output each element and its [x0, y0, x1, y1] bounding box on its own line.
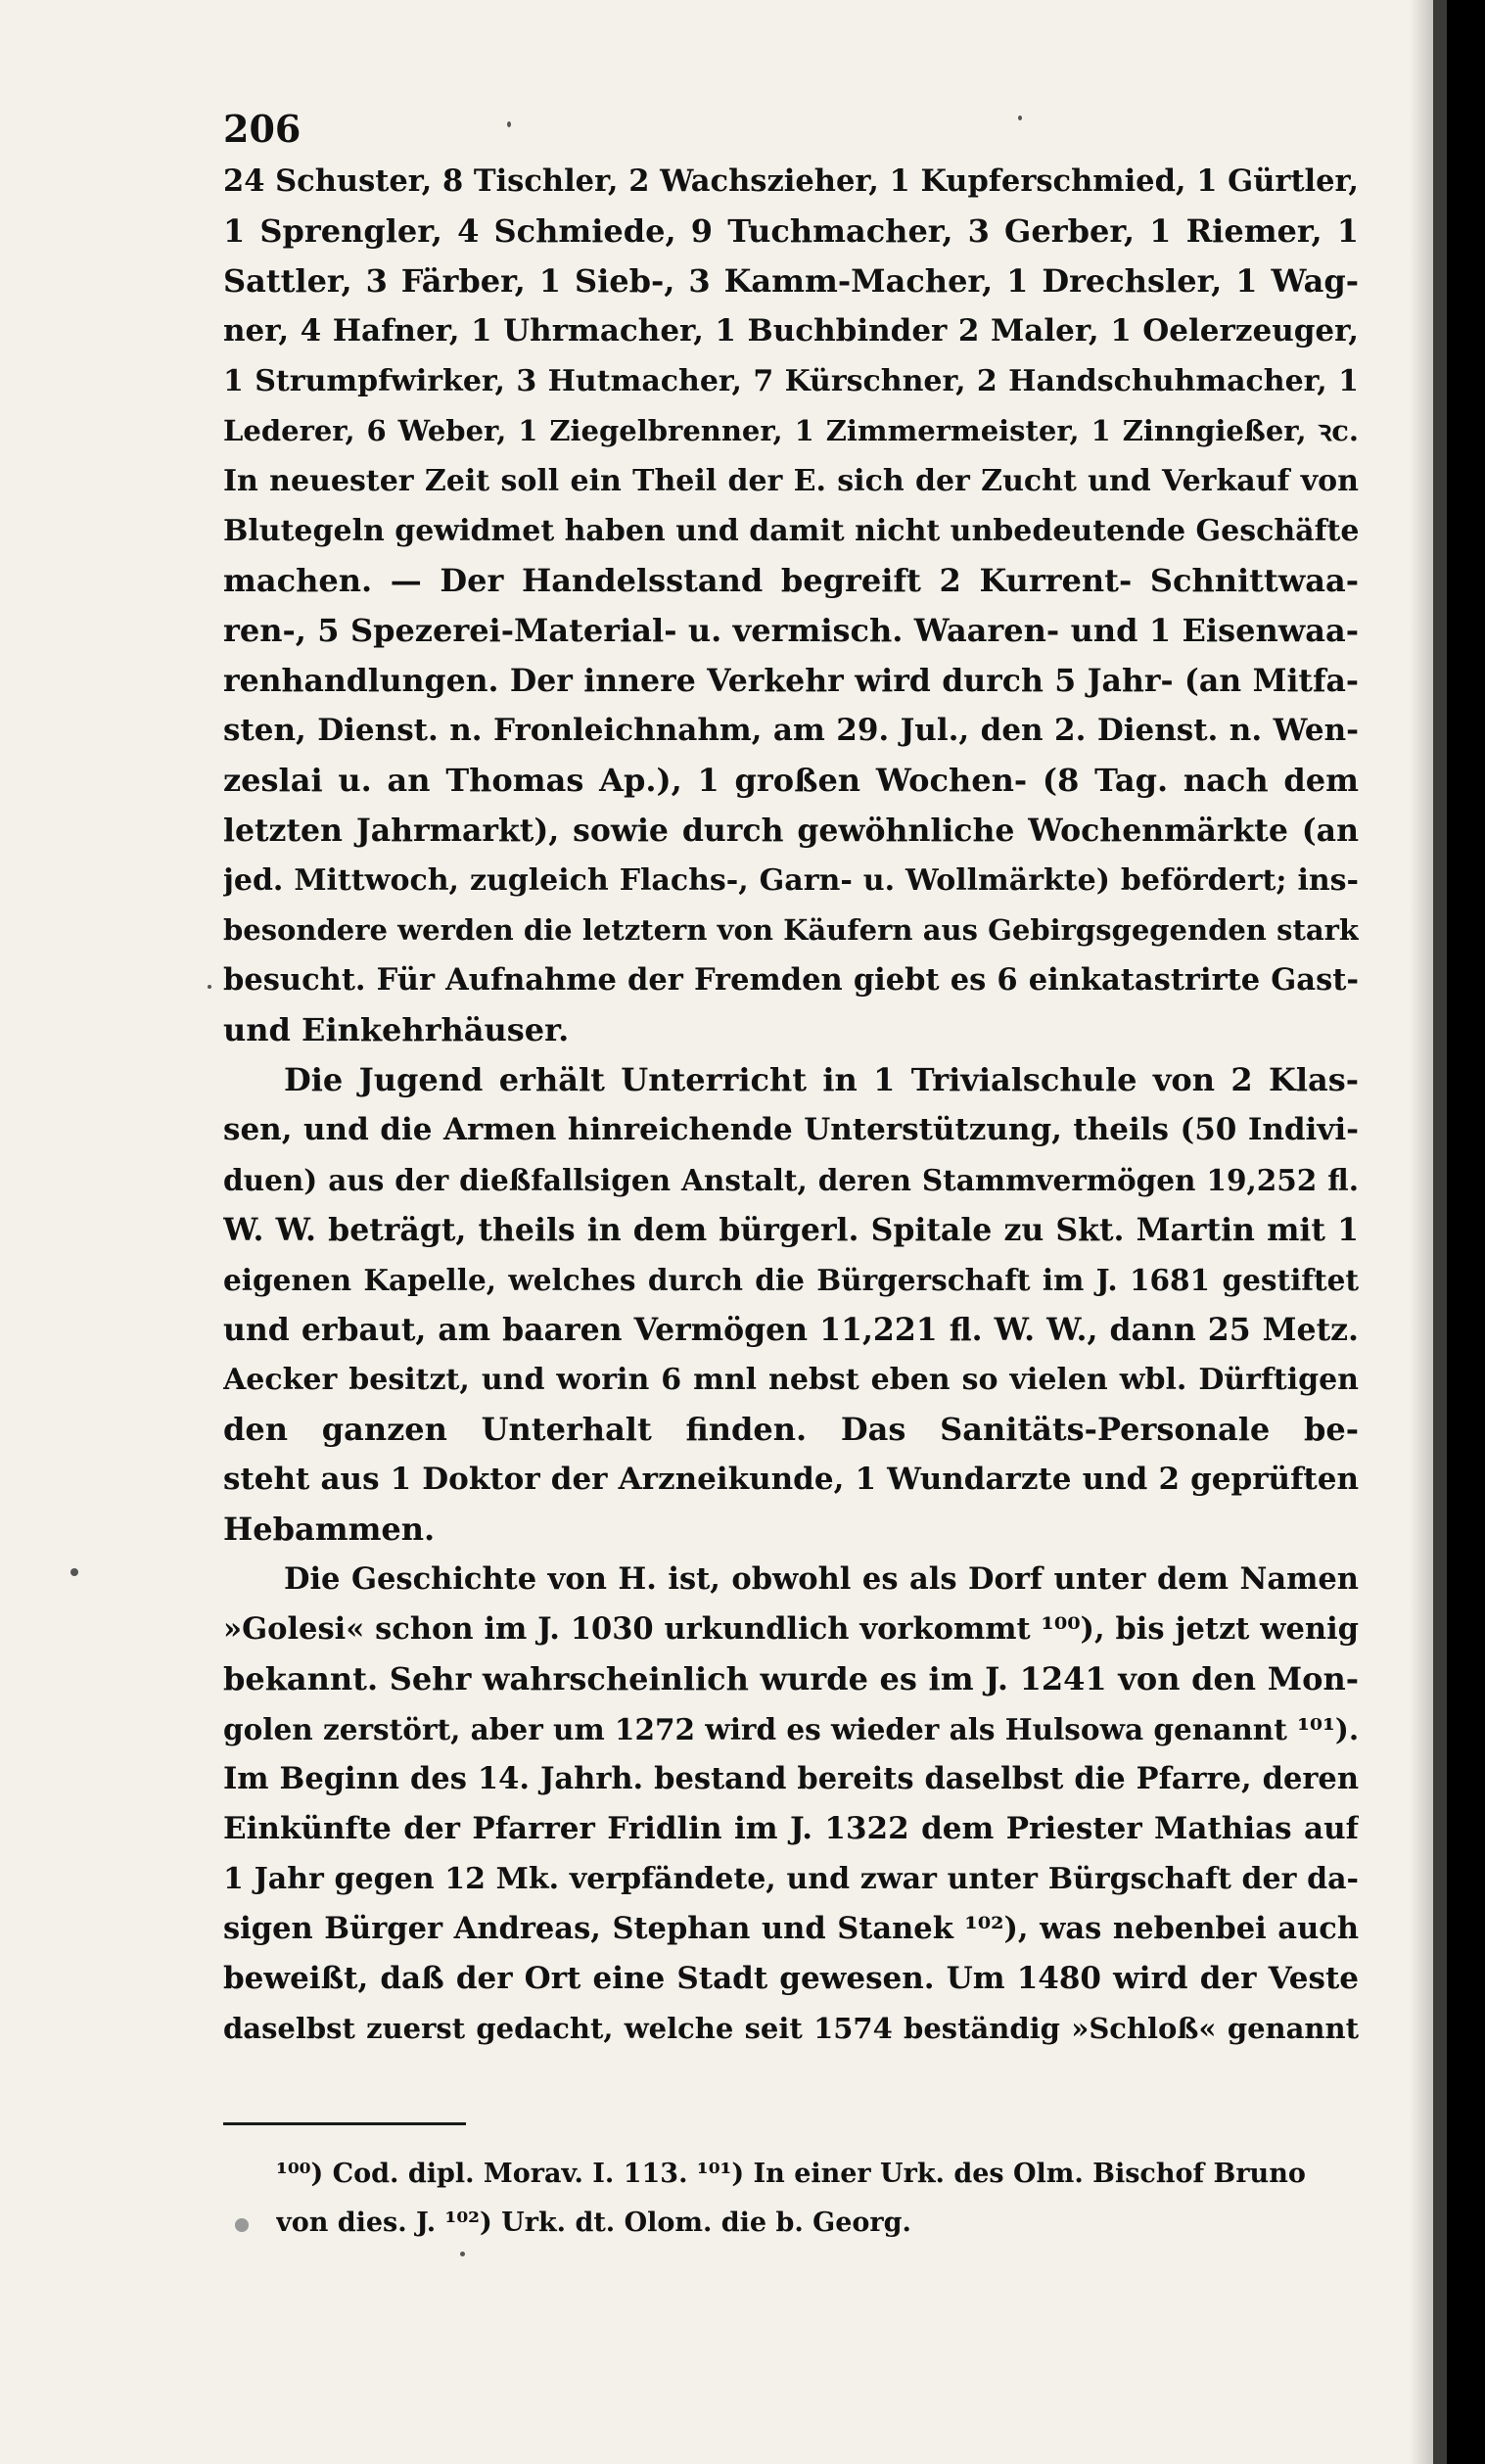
text-line: zeslai u. an Thomas Ap.), 1 großen Wochen- (8 Tag. nach dem: [223, 762, 1359, 799]
footnote-divider: [223, 2122, 466, 2125]
page-number: 206: [223, 107, 302, 151]
text-line: In neuester Zeit soll ein Theil der E. sich der Zucht und Verkauf von: [223, 464, 1359, 498]
text-line: den ganzen Unterhalt finden. Das Sanitäts-Personale be-: [223, 1411, 1359, 1448]
text-line: Die Jugend erhält Unterricht in 1 Trivialschule von 2 Klas-: [284, 1061, 1359, 1098]
page-edge-shadow: [1410, 0, 1433, 2464]
print-speck: [1018, 116, 1022, 120]
text-line: Hebammen.: [223, 1511, 436, 1548]
text-line: Lederer, 6 Weber, 1 Ziegelbrenner, 1 Zimmermeister, 1 Zinngießer, ꝛc.: [223, 414, 1359, 447]
text-line: jed. Mittwoch, zugleich Flachs-, Garn- u. Wollmärkte) befördert; ins-: [223, 863, 1359, 898]
text-line: 1 Jahr gegen 12 Mk. verpfändete, und zwar unter Bürgschaft der da-: [223, 1862, 1359, 1896]
text-line: Im Beginn des 14. Jahrh. bestand bereits daselbst die Pfarre, deren: [223, 1761, 1359, 1796]
paragraph-1: [223, 157, 1359, 1055]
text-line: und Einkehrhäuser.: [223, 1011, 570, 1048]
print-speck: [460, 2252, 465, 2256]
text-line: daselbst zuerst gedacht, welche seit 1574 beständig »Schloß« genannt: [223, 2012, 1359, 2045]
text-line: machen. — Der Handelsstand begreift 2 Kurrent- Schnittwaa-: [223, 562, 1359, 599]
paragraph-2: [223, 1055, 1359, 1555]
print-speck: [235, 2218, 249, 2232]
text-line: Sattler, 3 Färber, 1 Sieb-, 3 Kamm-Macher, 1 Drechsler, 1 Wag-: [223, 262, 1359, 300]
footnotes: [276, 2150, 1363, 2248]
text-line: ner, 4 Hafner, 1 Uhrmacher, 1 Buchbinder 2 Maler, 1 Oelerzeuger,: [223, 313, 1359, 349]
text-line: Einkünfte der Pfarrer Fridlin im J. 1322 dem Priester Mathias auf: [223, 1811, 1359, 1846]
text-line: letzten Jahrmarkt), sowie durch gewöhnliche Wochenmärkte (an: [223, 813, 1359, 849]
text-line: 24 Schuster, 8 Tischler, 2 Wachszieher, 1 Kupferschmied, 1 Gürtler,: [223, 163, 1359, 199]
text-line: ren-, 5 Spezerei-Material- u. vermisch. Waaren- und 1 Eisenwaa-: [223, 612, 1359, 649]
text-line: sten, Dienst. n. Fronleichnahm, am 29. Jul., den 2. Dienst. n. Wen-: [223, 713, 1359, 748]
text-line: besucht. Für Aufnahme der Fremden giebt es 6 einkatastrirte Gast-: [223, 962, 1359, 998]
page-text: [223, 102, 1359, 2054]
footnote-line: von dies. J. ¹⁰²) Urk. dt. Olom. die b. Georg.: [276, 2208, 911, 2238]
text-line: 1 Strumpfwirker, 3 Hutmacher, 7 Kürschner, 2 Handschuhmacher, 1: [223, 364, 1359, 398]
text-line: duen) aus der dießfallsigen Anstalt, deren Stammvermögen 19,252 fl.: [223, 1163, 1359, 1197]
text-line: renhandlungen. Der innere Verkehr wird durch 5 Jahr- (an Mitfa-: [223, 663, 1359, 699]
print-speck: [70, 1568, 78, 1576]
text-line: Aecker besitzt, und worin 6 mnl nebst eben so vielen wbl. Dürftigen: [223, 1363, 1359, 1397]
text-line: sigen Bürger Andreas, Stephan und Stanek ¹⁰²), was nebenbei auch: [223, 1911, 1359, 1946]
text-line: Blutegeln gewidmet haben und damit nicht unbedeutende Geschäfte: [223, 514, 1359, 548]
text-line: golen zerstört, aber um 1272 wird es wieder als Hulsowa genannt ¹⁰¹).: [223, 1712, 1359, 1746]
text-line: beweißt, daß der Ort eine Stadt gewesen. Um 1480 wird der Veste: [223, 1961, 1359, 1996]
text-line: Die Geschichte von H. ist, obwohl es als Dorf unter dem Namen: [284, 1561, 1359, 1597]
paragraph-3: [223, 1555, 1359, 2054]
print-speck: [208, 985, 211, 989]
text-line: und erbaut, am baaren Vermögen 11,221 fl. W. W., dann 25 Metz.: [223, 1312, 1359, 1348]
text-line: W. W. beträgt, theils in dem bürgerl. Spitale zu Skt. Martin mit 1: [223, 1212, 1359, 1248]
text-line: sen, und die Armen hinreichende Unterstützung, theils (50 Indivi-: [223, 1112, 1359, 1147]
text-line: »Golesi« schon im J. 1030 urkundlich vorkommt ¹⁰⁰), bis jetzt wenig: [223, 1611, 1359, 1647]
print-speck: [507, 121, 511, 127]
footnote-line: ¹⁰⁰) Cod. dipl. Morav. I. 113. ¹⁰¹) In einer Urk. des Olm. Bischof Bruno: [276, 2159, 1306, 2189]
text-line: besondere werden die letztern von Käufern aus Gebirgsgegenden stark: [223, 913, 1359, 947]
text-line: 1 Sprengler, 4 Schmiede, 9 Tuchmacher, 3 Gerber, 1 Riemer, 1: [223, 212, 1359, 250]
text-line: bekannt. Sehr wahrscheinlich wurde es im J. 1241 von den Mon-: [223, 1660, 1359, 1697]
text-line: eigenen Kapelle, welches durch die Bürgerschaft im J. 1681 gestiftet: [223, 1263, 1359, 1297]
text-line: steht aus 1 Doktor der Arzneikunde, 1 Wundarzte und 2 geprüften: [223, 1462, 1359, 1497]
